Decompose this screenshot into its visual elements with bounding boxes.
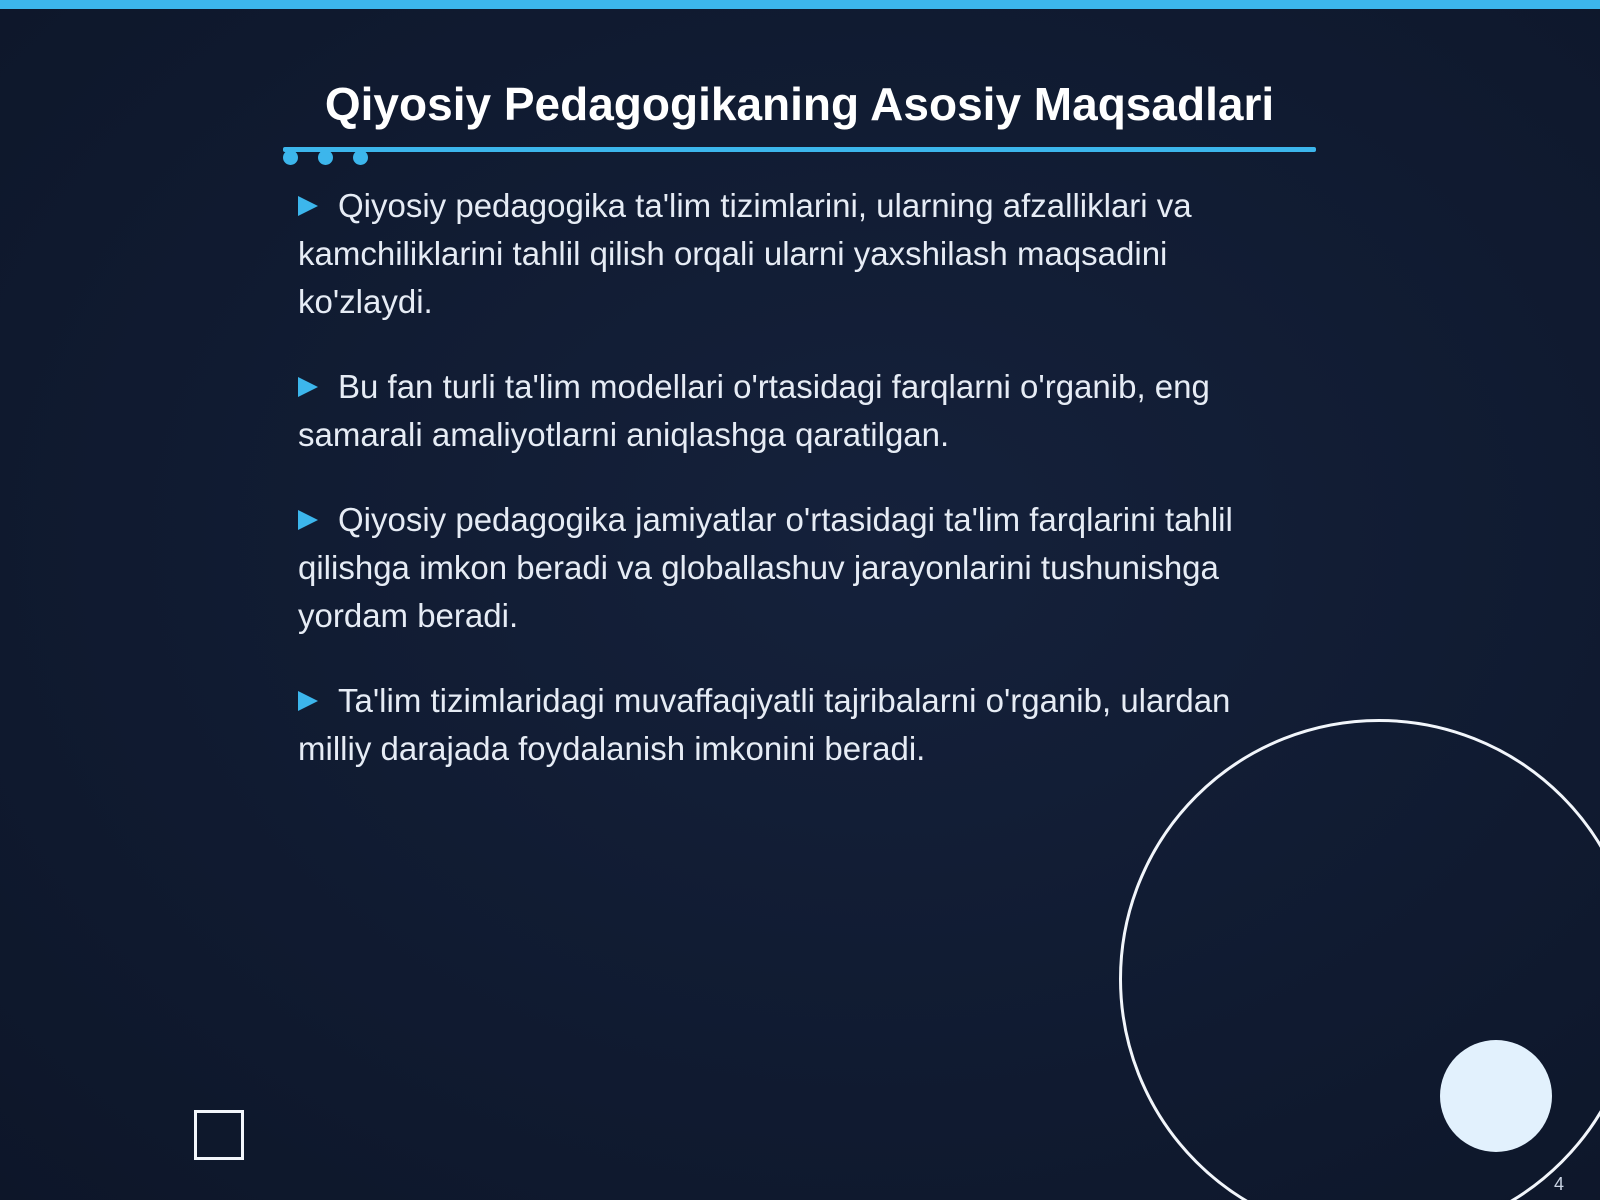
bullet-text: Ta'lim tizimlaridagi muvaffaqiyatli tajribalarni o'rganib, ulardan milliy darajada foydalanish imkonini beradi. (298, 682, 1231, 767)
decorative-square-outline (194, 1110, 244, 1160)
top-accent-bar (0, 0, 1600, 9)
triangle-right-icon (298, 691, 318, 711)
decorative-dot (353, 150, 368, 165)
bullet-item (298, 496, 1308, 640)
triangle-right-icon (298, 510, 318, 530)
bullet-text: Qiyosiy pedagogika ta'lim tizimlarini, ularning afzalliklari va kamchiliklarini tahlil qilish orqali ularni yaxshilash maqsadini ko'zlaydi. (298, 187, 1192, 320)
title-underline (283, 147, 1316, 152)
slide-title: Qiyosiy Pedagogikaning Asosiy Maqsadlari (324, 78, 1275, 130)
decorative-dot (318, 150, 333, 165)
triangle-right-icon (298, 196, 318, 216)
bullet-text: Bu fan turli ta'lim modellari o'rtasidagi farqlarni o'rganib, eng samarali amaliyotlarni aniqlashga qaratilgan. (298, 368, 1210, 453)
bullet-text: Qiyosiy pedagogika jamiyatlar o'rtasidagi ta'lim farqlarini tahlil qilishga imkon beradi va globallashuv jarayonlarini tushunishga yordam beradi. (298, 501, 1233, 634)
decorative-circle-filled (1440, 1040, 1552, 1152)
bullet-item (298, 182, 1308, 326)
bullet-item (298, 677, 1308, 773)
bullet-list (298, 182, 1308, 810)
bullet-item (298, 363, 1308, 459)
decorative-dot (283, 150, 298, 165)
page-number: 4 (1553, 1174, 1564, 1194)
triangle-right-icon (298, 377, 318, 397)
